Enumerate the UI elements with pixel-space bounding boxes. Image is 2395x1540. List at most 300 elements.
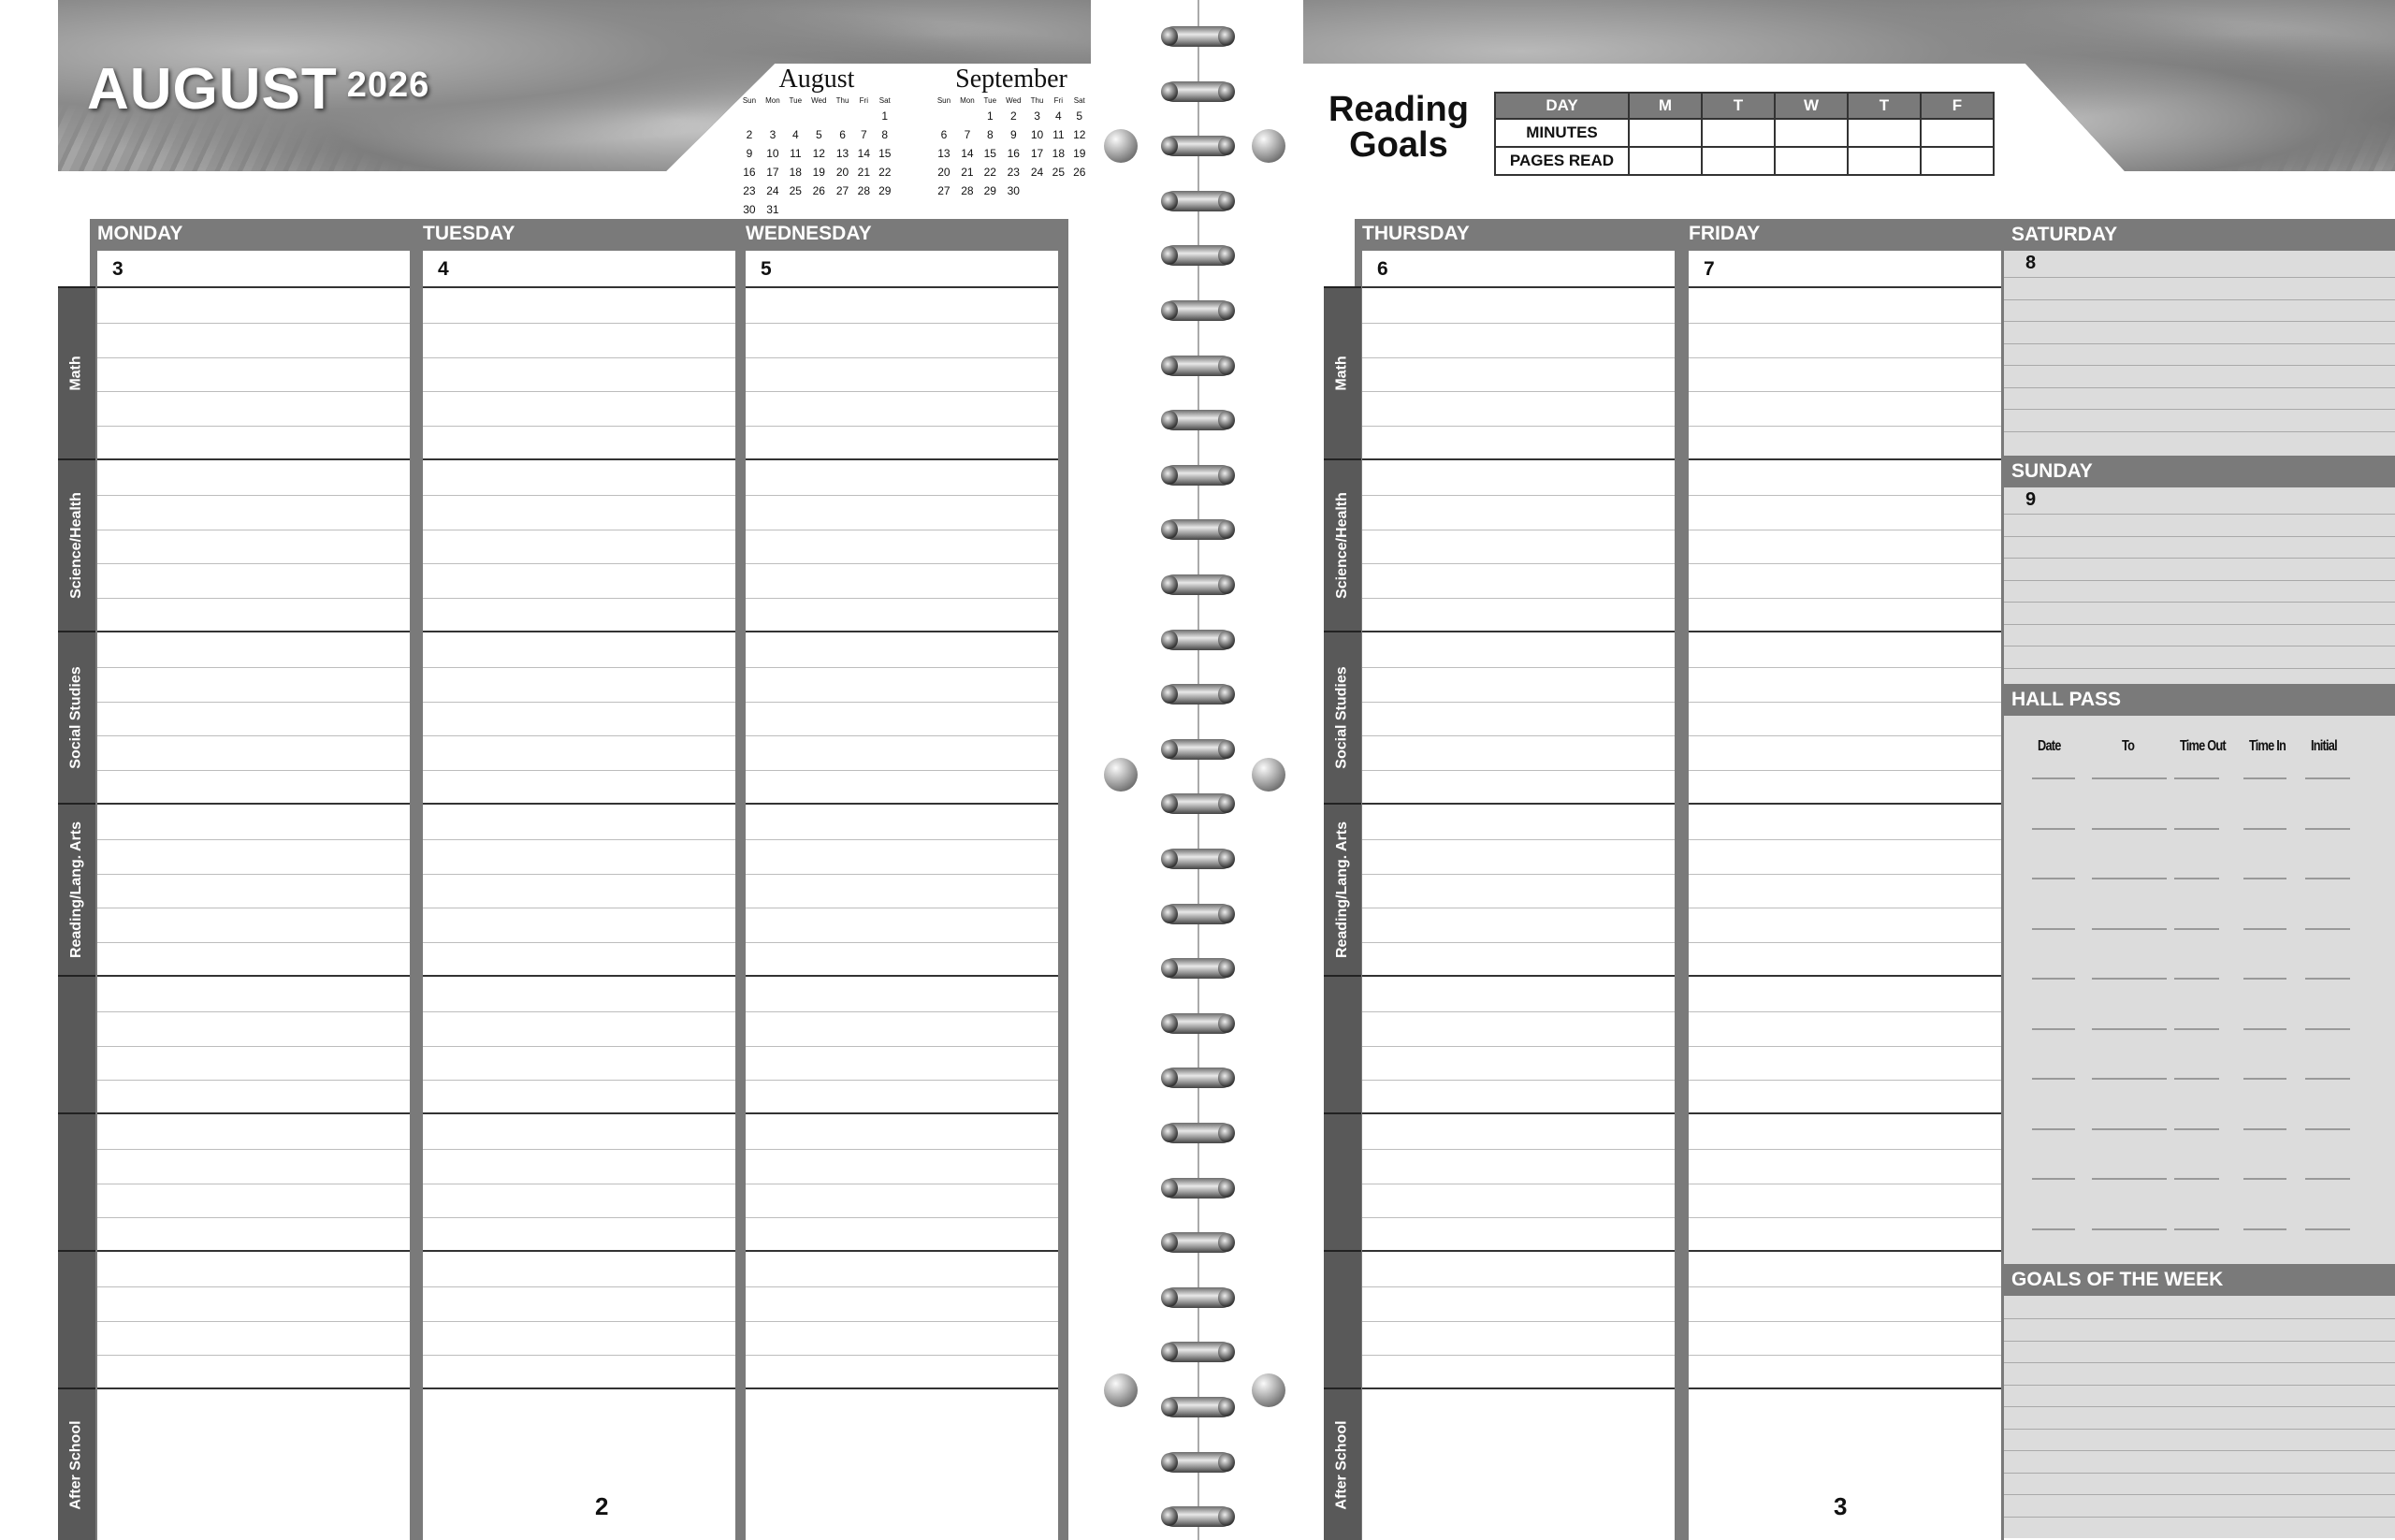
mini-calendar-day: 9 — [1009, 128, 1017, 141]
ruled-line — [1689, 839, 2001, 840]
hall-pass-entry-line[interactable] — [2032, 878, 2075, 879]
hall-pass-entry-line[interactable] — [2032, 1178, 2075, 1180]
planner-cell[interactable] — [423, 803, 735, 975]
planner-cell[interactable] — [97, 286, 410, 458]
spiral-coil — [1163, 1232, 1233, 1253]
ruled-line — [1362, 1321, 1675, 1322]
saturday-date: 8 — [2025, 253, 2037, 273]
ruled-line — [423, 874, 735, 875]
hall-pass-entry-line[interactable] — [2092, 1228, 2167, 1230]
ruled-line — [2004, 1450, 2395, 1451]
ruled-line — [1689, 874, 2001, 875]
reading-goals-cell[interactable] — [1848, 147, 1921, 175]
ruled-line — [1689, 1286, 2001, 1287]
spiral-coil — [1163, 300, 1233, 321]
mini-calendar-day: 25 — [789, 184, 802, 197]
hall-pass-entry-line[interactable] — [2032, 928, 2075, 930]
planner-cell[interactable] — [97, 631, 410, 803]
spiral-coil — [1163, 1397, 1233, 1417]
hall-pass-entry-line[interactable] — [2174, 1128, 2219, 1130]
ruled-line — [1689, 735, 2001, 736]
mini-calendar-day — [1048, 182, 1068, 200]
planner-cell[interactable] — [1689, 458, 2001, 631]
planner-cell[interactable] — [1689, 286, 2001, 458]
ruled-line — [2004, 299, 2395, 300]
ruled-line — [423, 598, 735, 599]
hall-pass-box[interactable] — [2004, 716, 2395, 1264]
planner-cell[interactable] — [1689, 975, 2001, 1112]
hall-pass-entry-line[interactable] — [2243, 878, 2286, 879]
sunday-date: 9 — [2025, 489, 2037, 510]
spiral-coil — [1163, 1452, 1233, 1473]
mini-calendar-day: 17 — [766, 166, 779, 179]
ruled-line — [97, 1217, 410, 1218]
hall-pass-entry-line[interactable] — [2032, 1078, 2075, 1080]
spiral-coil — [1163, 1123, 1233, 1143]
ruled-line — [1362, 942, 1675, 943]
mini-calendar-day: 29 — [983, 184, 996, 197]
mini-calendar-day: 18 — [1052, 147, 1065, 160]
hall-pass-entry-line[interactable] — [2305, 878, 2350, 879]
spiral-coil — [1163, 245, 1233, 266]
ruled-line — [746, 667, 1058, 668]
day-header: FRIDAY — [1681, 219, 2009, 249]
ruled-line — [1362, 1149, 1675, 1150]
ruled-line — [97, 702, 410, 703]
planner-cell[interactable] — [746, 1250, 1058, 1387]
mini-calendar-day: 15 — [878, 147, 892, 160]
ruled-line — [97, 1355, 410, 1356]
subject-label: Science/Health — [1324, 458, 1361, 631]
hall-pass-entry-line[interactable] — [2174, 828, 2219, 830]
ruled-line — [746, 839, 1058, 840]
spiral-coil — [1163, 136, 1233, 156]
ruled-line — [2004, 624, 2395, 625]
mini-calendar-day: 3 — [769, 128, 777, 141]
ruled-line — [2004, 277, 2395, 278]
reading-goals-cell[interactable] — [1921, 119, 1994, 147]
mini-calendar-day: 5 — [815, 128, 822, 141]
mini-calendar-day: 4 — [1054, 109, 1062, 123]
ruled-line — [746, 495, 1058, 496]
mini-calendar-day: 4 — [791, 128, 799, 141]
month-title: AUGUST $^{2026}$ — [87, 57, 430, 122]
ruled-line — [423, 563, 735, 564]
hall-pass-entry-line[interactable] — [2305, 1228, 2350, 1230]
spiral-spine — [1198, 0, 1199, 1540]
binder-hole — [1104, 1373, 1138, 1407]
hall-pass-column-header: Date — [2038, 738, 2061, 754]
mini-calendar-weekday: Fri — [1053, 95, 1063, 105]
mini-calendar-day: 25 — [1052, 166, 1065, 179]
ruled-line — [1689, 1217, 2001, 1218]
mini-calendar-day — [853, 200, 874, 219]
mini-calendar-day: 2 — [746, 128, 753, 141]
planner-cell[interactable] — [97, 1250, 410, 1387]
mini-calendar-day: 18 — [789, 166, 802, 179]
mini-calendar-day — [806, 200, 832, 219]
planner-cell[interactable] — [1689, 631, 2001, 803]
ruled-line — [1362, 563, 1675, 564]
ruled-line — [746, 323, 1058, 324]
mini-calendar-day: 30 — [743, 203, 756, 216]
ruled-line — [1689, 1011, 2001, 1012]
hall-pass-entry-line[interactable] — [2305, 1078, 2350, 1080]
mini-calendar-day: 23 — [743, 184, 756, 197]
hall-pass-entry-line[interactable] — [2305, 828, 2350, 830]
planner-cell[interactable] — [1362, 458, 1675, 631]
mini-calendar-day: 16 — [1007, 147, 1020, 160]
year-label: 2026 — [346, 65, 430, 105]
planner-cell[interactable] — [746, 1387, 1058, 1540]
ruled-line — [2004, 409, 2395, 410]
planner-cell[interactable] — [746, 631, 1058, 803]
ruled-line — [2004, 1385, 2395, 1386]
mini-calendar-day: 29 — [878, 184, 892, 197]
mini-calendar-day: 14 — [857, 147, 870, 160]
mini-calendar-day: 12 — [1073, 128, 1086, 141]
spiral-coil — [1163, 519, 1233, 540]
hall-pass-entry-line[interactable] — [2092, 1128, 2167, 1130]
mini-calendar-day — [1026, 182, 1048, 200]
planner-cell[interactable] — [1362, 803, 1675, 975]
reading-goals-cell[interactable] — [1775, 147, 1848, 175]
ruled-line — [746, 598, 1058, 599]
mini-calendar-day: 19 — [1073, 147, 1086, 160]
hall-pass-entry-line[interactable] — [2174, 878, 2219, 879]
hall-pass-header: HALL PASS — [2004, 684, 2395, 716]
planner-cell[interactable] — [423, 286, 735, 458]
spiral-coil — [1163, 904, 1233, 924]
reading-goals-cell[interactable] — [1629, 147, 1702, 175]
ruled-line — [97, 667, 410, 668]
ruled-line — [97, 598, 410, 599]
hall-pass-entry-line[interactable] — [2243, 1178, 2286, 1180]
hall-pass-entry-line[interactable] — [2032, 777, 2075, 779]
mini-calendar-day: 17 — [1030, 147, 1044, 160]
hall-pass-entry-line[interactable] — [2092, 978, 2167, 980]
ruled-line — [1689, 942, 2001, 943]
ruled-line — [746, 1321, 1058, 1322]
mini-calendar-day: 21 — [857, 166, 870, 179]
reading-goals-table — [1494, 92, 1995, 176]
spiral-coil — [1163, 958, 1233, 979]
hall-pass-entry-line[interactable] — [2092, 878, 2167, 879]
mini-calendar-day: 21 — [961, 166, 974, 179]
hall-pass-column-header: Initial — [2311, 738, 2337, 754]
planner-cell[interactable] — [1689, 1112, 2001, 1250]
hall-pass-entry-line[interactable] — [2243, 1128, 2286, 1130]
ruled-line — [97, 323, 410, 324]
hall-pass-entry-line[interactable] — [2243, 828, 2286, 830]
ruled-line — [1689, 1080, 2001, 1081]
hall-pass-entry-line[interactable] — [2032, 1228, 2075, 1230]
ruled-line — [97, 942, 410, 943]
mini-calendar-day: 27 — [835, 184, 849, 197]
mini-calendar-weekday: Wed — [811, 95, 827, 105]
mini-calendar-weekday: Sat — [878, 95, 891, 105]
hall-pass-entry-line[interactable] — [2305, 1178, 2350, 1180]
sunday-box[interactable] — [2004, 487, 2395, 684]
planner-cell[interactable] — [97, 803, 410, 975]
ruled-line — [2004, 1341, 2395, 1342]
ruled-line — [1689, 598, 2001, 599]
ruled-line — [2004, 536, 2395, 537]
planner-cell[interactable] — [423, 1112, 735, 1250]
mini-calendar-weekday: Mon — [765, 95, 780, 105]
saturday-box[interactable] — [2004, 251, 2395, 456]
ruled-line — [97, 391, 410, 392]
hall-pass-entry-line[interactable] — [2092, 777, 2167, 779]
planner-cell[interactable] — [1689, 803, 2001, 975]
planner-cell[interactable] — [423, 975, 735, 1112]
ruled-line — [1689, 357, 2001, 358]
mini-calendar-day: 23 — [1007, 166, 1020, 179]
planner-cell[interactable] — [423, 1387, 735, 1540]
binder-hole — [1252, 1373, 1285, 1407]
subject-sidebar — [58, 286, 95, 1540]
ruled-line — [423, 1321, 735, 1322]
mini-calendar-day — [1069, 182, 1090, 200]
ruled-line — [746, 702, 1058, 703]
planner-cell[interactable] — [746, 286, 1058, 458]
mini-calendar-day: 27 — [937, 184, 951, 197]
ruled-line — [2004, 558, 2395, 559]
hall-pass-entry-line[interactable] — [2092, 828, 2167, 830]
ruled-line — [2004, 1429, 2395, 1430]
hall-pass-entry-line[interactable] — [2174, 928, 2219, 930]
hall-pass-entry-line[interactable] — [2092, 1078, 2167, 1080]
reading-goals-col-header: DAY — [1495, 93, 1629, 119]
ruled-line — [2004, 1517, 2395, 1518]
mini-calendar-day: 3 — [1034, 109, 1040, 123]
ruled-line — [746, 1286, 1058, 1287]
hall-pass-entry-line[interactable] — [2243, 1028, 2286, 1030]
ruled-line — [97, 839, 410, 840]
subject-label: Reading/Lang. Arts — [1324, 803, 1361, 975]
planner-cell[interactable] — [746, 458, 1058, 631]
ruled-line — [423, 391, 735, 392]
hall-pass-entry-line[interactable] — [2305, 928, 2350, 930]
subject-label — [58, 1250, 95, 1387]
mini-calendar-day: 10 — [766, 147, 779, 160]
ruled-line — [97, 563, 410, 564]
hall-pass-entry-line[interactable] — [2305, 777, 2350, 779]
reading-goals-col-header: T — [1702, 93, 1775, 119]
hall-pass-entry-line[interactable] — [2243, 1078, 2286, 1080]
planner-cell[interactable] — [97, 458, 410, 631]
ruled-line — [1689, 323, 2001, 324]
day-header: WEDNESDAY — [738, 219, 1066, 249]
mini-calendar-weekday: Wed — [1006, 95, 1022, 105]
hall-pass-entry-line[interactable] — [2092, 1028, 2167, 1030]
hall-pass-entry-line[interactable] — [2092, 928, 2167, 930]
ruled-line — [2004, 514, 2395, 515]
hall-pass-entry-line[interactable] — [2174, 777, 2219, 779]
mini-calendar-weekday: Tue — [789, 95, 803, 105]
ruled-line — [423, 1080, 735, 1081]
mini-calendar-day — [785, 107, 806, 125]
mini-calendar-day: 30 — [1007, 184, 1020, 197]
planner-cell[interactable] — [746, 1112, 1058, 1250]
mini-calendar-day: 28 — [857, 184, 870, 197]
mini-calendar-day: 20 — [835, 166, 849, 179]
reading-goals-col-header: F — [1921, 93, 1994, 119]
subject-label — [1324, 1250, 1361, 1387]
binder-hole — [1104, 758, 1138, 792]
day-date: 3 — [97, 251, 410, 286]
ruled-line — [1362, 1080, 1675, 1081]
ruled-line — [2004, 1318, 2395, 1319]
hall-pass-entry-line[interactable] — [2174, 1228, 2219, 1230]
planner-cell[interactable] — [97, 1387, 410, 1540]
reading-goals-cell[interactable] — [1629, 119, 1702, 147]
reading-goals-row-label: PAGES READ — [1495, 147, 1629, 175]
subject-label — [58, 975, 95, 1112]
hall-pass-entry-line[interactable] — [2174, 1178, 2219, 1180]
spiral-coil — [1163, 793, 1233, 814]
mini-calendar-day — [875, 200, 895, 219]
hall-pass-entry-line[interactable] — [2305, 978, 2350, 980]
ruled-line — [423, 770, 735, 771]
mini-calendar-day — [955, 107, 980, 125]
reading-goals-col-header: W — [1775, 93, 1848, 119]
reading-goals-cell[interactable] — [1775, 119, 1848, 147]
hall-pass-entry-line[interactable] — [2032, 978, 2075, 980]
ruled-line — [1362, 1046, 1675, 1047]
ruled-line — [746, 426, 1058, 427]
ruled-line — [746, 735, 1058, 736]
spiral-coil — [1163, 410, 1233, 430]
ruled-line — [2004, 668, 2395, 669]
spiral-coil — [1163, 1287, 1233, 1308]
mini-calendar-day: 24 — [1030, 166, 1044, 179]
planner-cell[interactable] — [423, 458, 735, 631]
mini-calendar-weekday: Tue — [983, 95, 997, 105]
ruled-line — [97, 1149, 410, 1150]
mini-calendar-day: 11 — [1052, 128, 1065, 141]
ruled-line — [97, 1011, 410, 1012]
hall-pass-entry-line[interactable] — [2243, 928, 2286, 930]
reading-goals-cell[interactable] — [1702, 147, 1775, 175]
mini-calendar-day: 9 — [746, 147, 753, 160]
planner-cell[interactable] — [746, 803, 1058, 975]
hall-pass-entry-line[interactable] — [2032, 828, 2075, 830]
ruled-line — [1689, 426, 2001, 427]
hall-pass-entry-line[interactable] — [2305, 1128, 2350, 1130]
ruled-line — [423, 1046, 735, 1047]
mini-calendar-day: 5 — [1076, 109, 1083, 123]
planner-cell[interactable] — [1362, 1112, 1675, 1250]
day-header: THURSDAY — [1355, 219, 1682, 249]
binder-hole — [1252, 758, 1285, 792]
planner-cell[interactable] — [1689, 1250, 2001, 1387]
hall-pass-entry-line[interactable] — [2032, 1028, 2075, 1030]
planner-cell[interactable] — [746, 975, 1058, 1112]
planner-cell[interactable] — [423, 631, 735, 803]
hall-pass-entry-line[interactable] — [2174, 1078, 2219, 1080]
planner-cell[interactable] — [97, 975, 410, 1112]
ruled-line — [746, 563, 1058, 564]
hall-pass-entry-line[interactable] — [2174, 978, 2219, 980]
weekend-panel — [2004, 219, 2395, 1540]
reading-goals-cell[interactable] — [1921, 147, 1994, 175]
ruled-line — [746, 770, 1058, 771]
spiral-coil — [1163, 1506, 1233, 1527]
ruled-line — [97, 495, 410, 496]
ruled-line — [1362, 1217, 1675, 1218]
planner-cell[interactable] — [1362, 1387, 1675, 1540]
mini-calendar-day: 12 — [812, 147, 825, 160]
ruled-line — [423, 735, 735, 736]
ruled-line — [423, 1011, 735, 1012]
planner-cell[interactable] — [1362, 975, 1675, 1112]
ruled-line — [746, 1080, 1058, 1081]
hall-pass-entry-line[interactable] — [2305, 1028, 2350, 1030]
ruled-line — [1362, 839, 1675, 840]
ruled-line — [97, 874, 410, 875]
ruled-line — [1689, 563, 2001, 564]
mini-calendar-september — [933, 65, 1090, 200]
planner-cell[interactable] — [1362, 286, 1675, 458]
mini-calendar-day: 24 — [766, 184, 779, 197]
subject-label: Social Studies — [1324, 631, 1361, 803]
mini-calendar-day: 31 — [766, 203, 779, 216]
hall-pass-entry-line[interactable] — [2032, 1128, 2075, 1130]
ruled-line — [746, 1149, 1058, 1150]
reading-goals-cell[interactable] — [1702, 119, 1775, 147]
subject-label — [58, 1112, 95, 1250]
mini-calendar-day: 19 — [812, 166, 825, 179]
saturday-header: SATURDAY — [2004, 219, 2395, 251]
ruled-line — [1362, 735, 1675, 736]
ruled-line — [97, 1046, 410, 1047]
mini-calendar-day: 2 — [1009, 109, 1017, 123]
reading-goals-title: Reading Goals — [1328, 90, 1469, 165]
goals-box[interactable] — [2004, 1296, 2395, 1538]
mini-calendar-day: 13 — [937, 147, 951, 160]
subject-label: After School — [1324, 1387, 1361, 1540]
day-date: 7 — [1689, 251, 2001, 286]
ruled-line — [1362, 1355, 1675, 1356]
planner-cell[interactable] — [97, 1112, 410, 1250]
planner-cell[interactable] — [423, 1250, 735, 1387]
ruled-line — [2004, 602, 2395, 603]
ruled-line — [97, 426, 410, 427]
hall-pass-entry-line[interactable] — [2092, 1178, 2167, 1180]
hall-pass-entry-line[interactable] — [2243, 777, 2286, 779]
hall-pass-entry-line[interactable] — [2243, 1228, 2286, 1230]
ruled-line — [1362, 770, 1675, 771]
hall-pass-entry-line[interactable] — [2243, 978, 2286, 980]
spiral-coil — [1163, 1013, 1233, 1034]
reading-goals-col-header: T — [1848, 93, 1921, 119]
planner-cell[interactable] — [1362, 1250, 1675, 1387]
subject-label: Math — [1324, 286, 1361, 458]
ruled-line — [1689, 1149, 2001, 1150]
ruled-line — [1362, 426, 1675, 427]
reading-goals-cell[interactable] — [1848, 119, 1921, 147]
ruled-line — [746, 357, 1058, 358]
mini-calendar-weekday: Sun — [936, 95, 951, 105]
mini-calendar-day — [806, 107, 832, 125]
ruled-line — [1689, 1355, 2001, 1356]
subject-label: Math — [58, 286, 95, 458]
planner-cell[interactable] — [1362, 631, 1675, 803]
hall-pass-entry-line[interactable] — [2174, 1028, 2219, 1030]
ruled-line — [2004, 1406, 2395, 1407]
ruled-line — [1689, 1046, 2001, 1047]
